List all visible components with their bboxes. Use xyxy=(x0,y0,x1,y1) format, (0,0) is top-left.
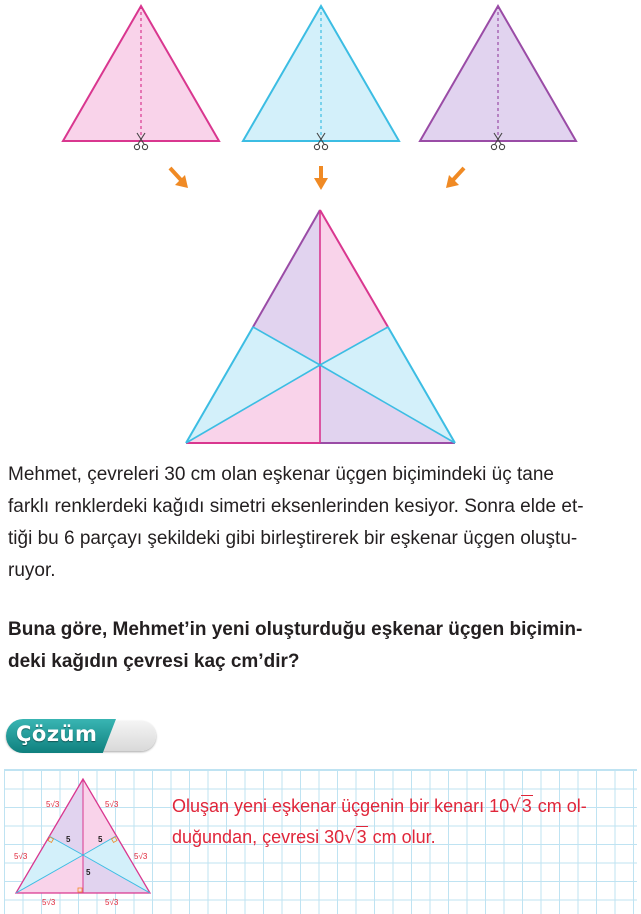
problem-statement xyxy=(8,459,634,587)
solution-text xyxy=(172,791,634,853)
question-line: Buna göre, Mehmet’in yeni oluşturduğu eşkenar üçgen biçimin- xyxy=(8,619,583,640)
inner-label: 5 xyxy=(98,835,103,844)
side-label: 5√3 xyxy=(134,852,148,861)
question xyxy=(8,614,634,678)
arrow-down-icon xyxy=(314,166,328,190)
solution-badge xyxy=(6,719,160,753)
pink-triangle xyxy=(63,6,219,141)
sqrt-symbol: √3 xyxy=(344,827,367,848)
problem-line: ruyor. xyxy=(8,560,56,581)
side-label: 5√3 xyxy=(105,800,119,809)
assembled-triangle xyxy=(0,200,641,460)
problem-line: Mehmet, çevreleri 30 cm olan eşkenar üçgen biçimindeki üç tane xyxy=(8,464,554,485)
cyan-triangle xyxy=(243,6,399,141)
solution-line: Oluşan yeni eşkenar üçgenin bir kenarı 10√3 cm ol- xyxy=(172,791,634,822)
inner-label: 5 xyxy=(86,868,91,877)
inner-label: 5 xyxy=(66,835,71,844)
arrow-down-left-icon xyxy=(446,168,464,188)
side-label: 5√3 xyxy=(105,898,119,907)
purple-triangle xyxy=(420,6,576,141)
side-label: 5√3 xyxy=(42,898,56,907)
problem-line: farklı renklerdeki kağıdı simetri eksenlerinden kesiyor. Sonra elde et- xyxy=(8,496,584,517)
solution-badge-label: Çözüm xyxy=(16,722,98,746)
side-label: 5√3 xyxy=(46,800,60,809)
question-line: deki kağıdın çevresi kaç cm’dir? xyxy=(8,651,300,672)
solution-figure xyxy=(4,769,164,913)
solution-line: duğundan, çevresi 30√3 cm olur. xyxy=(172,822,634,853)
source-triangles xyxy=(0,0,641,200)
side-label: 5√3 xyxy=(14,852,28,861)
problem-line: tiği bu 6 parçayı şekildeki gibi birleştirerek bir eşkenar üçgen oluştu- xyxy=(8,528,578,549)
sqrt-symbol: √3 xyxy=(509,796,532,817)
arrow-down-right-icon xyxy=(170,168,188,188)
